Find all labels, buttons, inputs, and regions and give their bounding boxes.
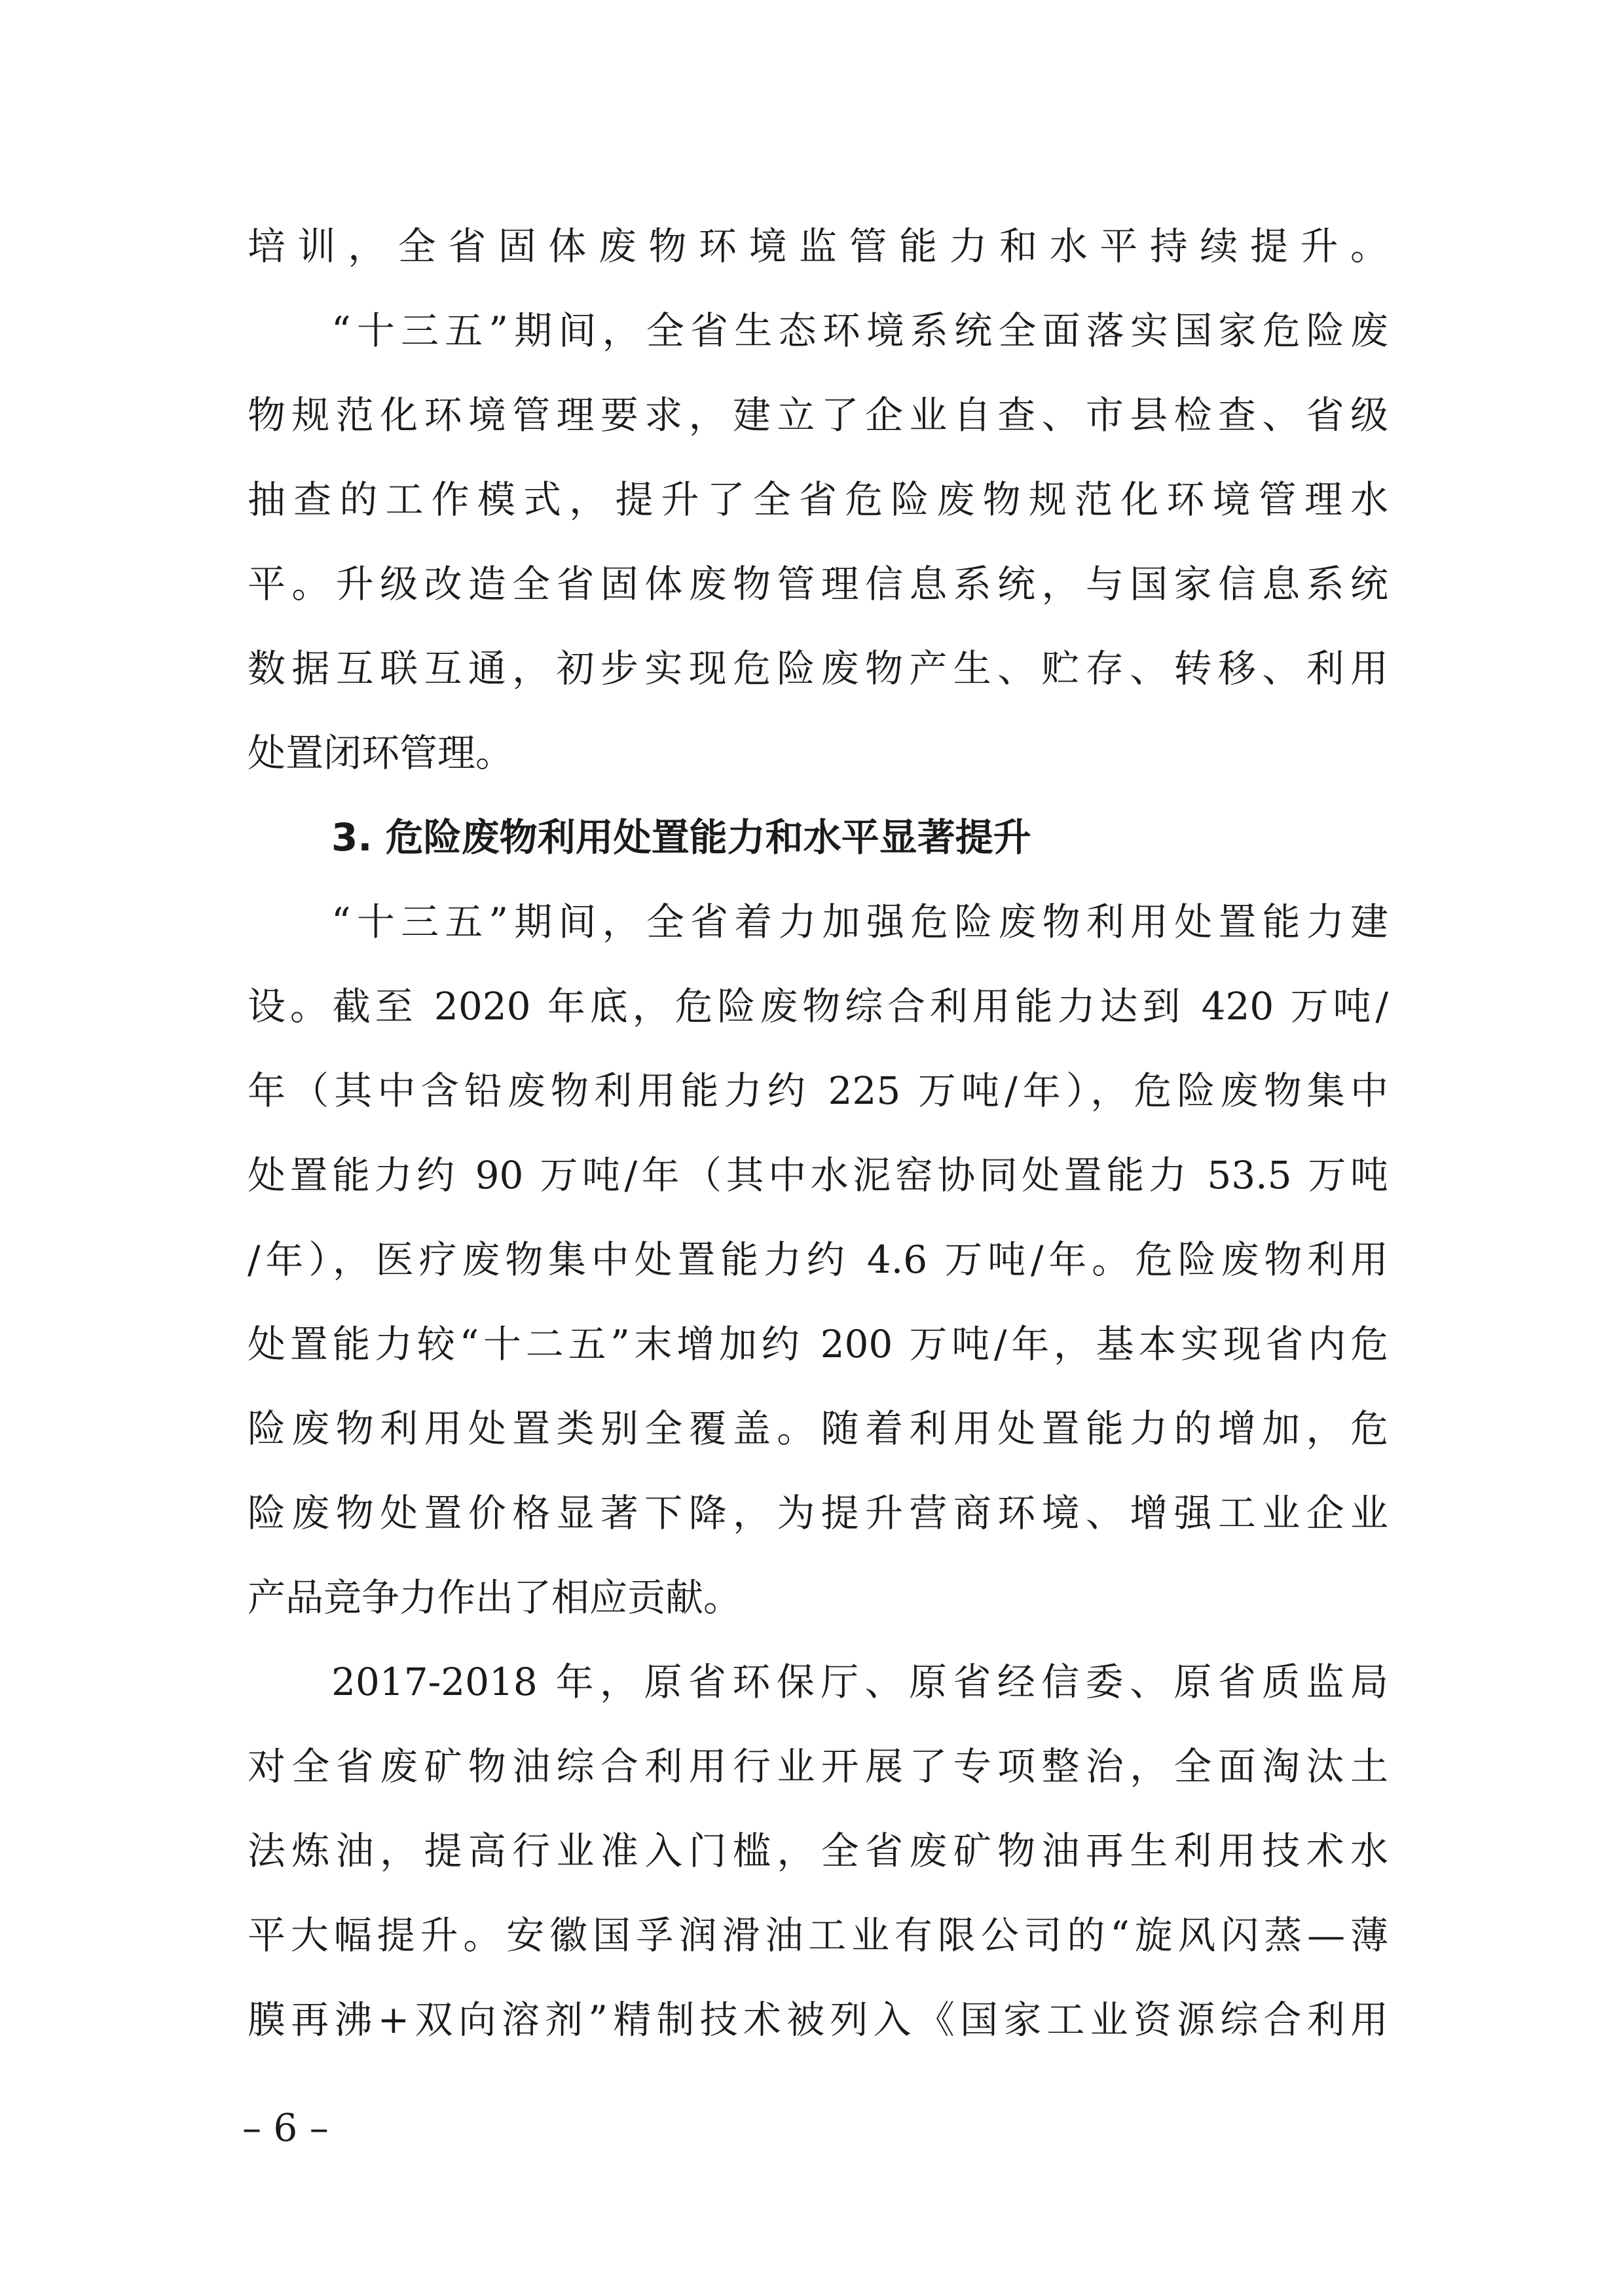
- text-line: 处置闭环管理。: [248, 731, 514, 775]
- text-line: 设。截至 2020 年底，危险废物综合利用能力达到 420 万吨/: [248, 984, 1388, 1029]
- text-line: 法炼油，提高行业准入门槛，全省废矿物油再生利用技术水: [248, 1829, 1388, 1873]
- text-line: 处置能力约 90 万吨/年（其中水泥窑协同处置能力 53.5 万吨: [248, 1153, 1388, 1197]
- text-line: /年），医疗废物集中处置能力约 4.6 万吨/年。危险废物利用: [248, 1237, 1388, 1282]
- text-line: 膜再沸+双向溶剂”精制技术被列入《国家工业资源综合利用: [248, 1997, 1388, 2042]
- text-line: “十三五”期间，全省着力加强危险废物利用处置能力建: [331, 900, 1388, 944]
- text-line: 处置能力较“十二五”末增加约 200 万吨/年，基本实现省内危: [248, 1322, 1388, 1366]
- text-line: 数据互联互通，初步实现危险废物产生、贮存、转移、利用: [248, 646, 1388, 691]
- text-line: 抽查的工作模式，提升了全省危险废物规范化环境管理水: [248, 477, 1388, 522]
- page-number: – 6 –: [242, 2105, 329, 2150]
- section-heading: 3. 危险废物利用处置能力和水平显著提升: [331, 815, 1031, 860]
- body-text: [248, 204, 1388, 2062]
- text-line: 险废物处置价格显著下降，为提升营商环境、增强工业企业: [248, 1491, 1388, 1535]
- text-line: 年（其中含铅废物利用能力约 225 万吨/年），危险废物集中: [248, 1068, 1388, 1113]
- text-line: 对全省废矿物油综合利用行业开展了专项整治，全面淘汰土: [248, 1744, 1388, 1789]
- text-line: 险废物利用处置类别全覆盖。随着利用处置能力的增加，危: [248, 1406, 1388, 1451]
- text-line: 培训，全省固体废物环境监管能力和水平持续提升。: [248, 224, 1388, 268]
- text-line: 物规范化环境管理要求，建立了企业自查、市县检查、省级: [248, 393, 1388, 437]
- text-line: “十三五”期间，全省生态环境系统全面落实国家危险废: [331, 308, 1388, 353]
- text-line: 2017-2018 年，原省环保厅、原省经信委、原省质监局: [331, 1660, 1388, 1704]
- text-line: 平大幅提升。安徽国孚润滑油工业有限公司的“旋风闪蒸—薄: [248, 1913, 1388, 1958]
- text-line: 平。升级改造全省固体废物管理信息系统，与国家信息系统: [248, 562, 1388, 606]
- text-line: 产品竞争力作出了相应贡献。: [248, 1575, 742, 1620]
